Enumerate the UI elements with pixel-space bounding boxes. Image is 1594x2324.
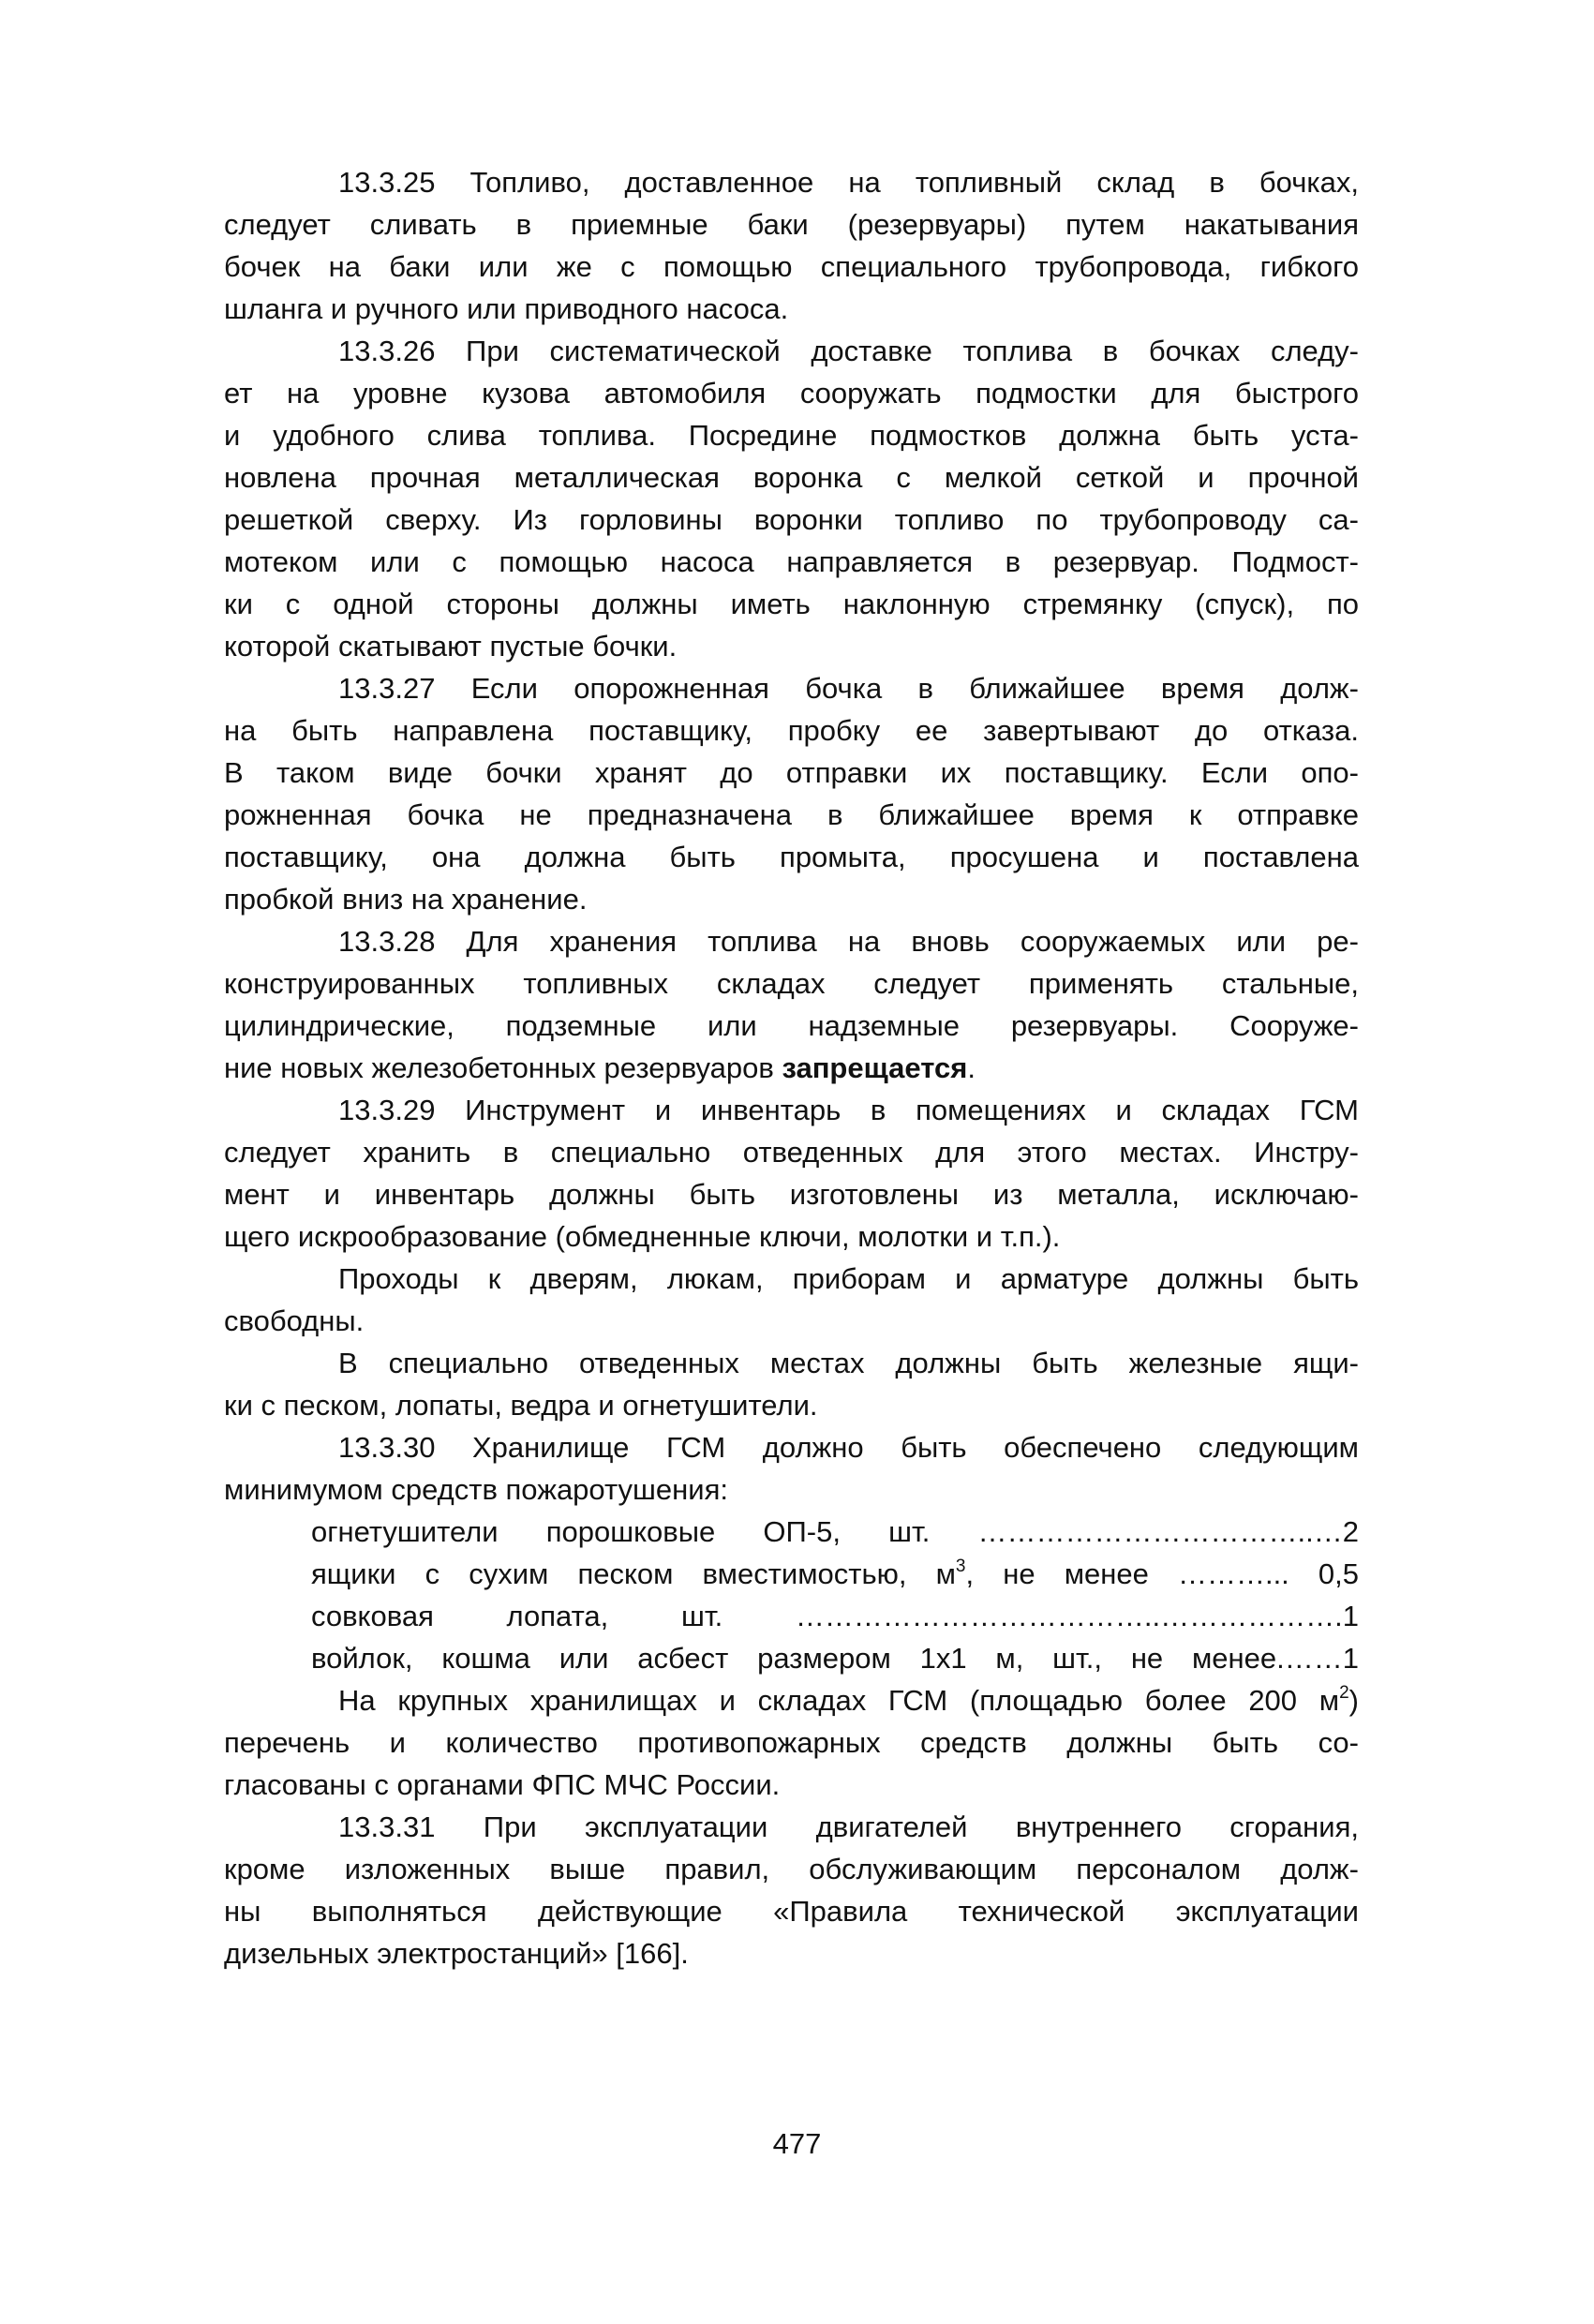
text-line: рожненная бочка не предназначена в ближайшее время к отправке bbox=[224, 798, 1359, 831]
text-line: мент и инвентарь должны быть изготовлены из металла, исключаю- bbox=[224, 1178, 1359, 1211]
text-line: 13.3.31 При эксплуатации двигателей внутреннего сгорания, bbox=[338, 1810, 1359, 1843]
text-line: дизельных электростанций» [166]. bbox=[224, 1937, 689, 1970]
text-line: 13.3.29 Инструмент и инвентарь в помещениях и складах ГСМ bbox=[338, 1094, 1359, 1126]
page-number: 477 bbox=[772, 2127, 822, 2160]
text-line: щего искрообразование (обмедненные ключи, молотки и т.п.). bbox=[224, 1220, 1061, 1253]
text-line: и удобного слива топлива. Посредине подмостков должна быть уста- bbox=[224, 419, 1359, 452]
text-line: Проходы к дверям, люкам, приборам и арматуре должны быть bbox=[338, 1262, 1359, 1295]
text-line: шланга и ручного или приводного насоса. bbox=[224, 292, 789, 325]
text-span: ящики с сухим песком вместимостью, м bbox=[311, 1557, 956, 1590]
text-line: следует хранить в специально отведенных для этого местах. Инстру- bbox=[224, 1136, 1359, 1169]
text-line: пробкой вниз на хранение. bbox=[224, 883, 588, 916]
list-item: войлок, кошма или асбест размером 1х1 м, шт., не менее.……1 bbox=[311, 1642, 1359, 1675]
text-line: свободны. bbox=[224, 1304, 365, 1337]
text-line: бочек на баки или же с помощью специального трубопровода, гибкого bbox=[224, 250, 1359, 283]
text-line: В таком виде бочки хранят до отправки их поставщику. Если опо- bbox=[224, 756, 1359, 789]
list-item: огнетушители порошковые ОП-5, шт. ……………………………..…2 bbox=[311, 1515, 1359, 1548]
text-span: , не менее ………... 0,5 bbox=[965, 1557, 1359, 1590]
text-line: новлена прочная металлическая воронка с мелкой сеткой и прочной bbox=[224, 461, 1359, 494]
text-line: конструированных топливных складах следует применять стальные, bbox=[224, 967, 1359, 1000]
text-line: 13.3.26 При систематической доставке топлива в бочках следу- bbox=[338, 335, 1359, 367]
text-line: 13.3.28 Для хранения топлива на вновь сооружаемых или ре- bbox=[338, 925, 1359, 958]
text-line: ки с песком, лопаты, ведра и огнетушители. bbox=[224, 1389, 818, 1422]
text-line: В специально отведенных местах должны быть железные ящи- bbox=[338, 1347, 1359, 1379]
text-line: 13.3.30 Хранилище ГСМ должно быть обеспечено следующим bbox=[338, 1431, 1359, 1464]
text-line: на быть направлена поставщику, пробку ее завертывают до отказа. bbox=[224, 714, 1359, 747]
bold-emphasis: запрещается bbox=[782, 1051, 968, 1084]
text-span: ние новых железобетонных резервуаров bbox=[224, 1051, 782, 1084]
text-line: 13.3.27 Если опорожненная бочка в ближайшее время долж- bbox=[338, 672, 1359, 705]
text-line: ки с одной стороны должны иметь наклонную стремянку (спуск), по bbox=[224, 588, 1359, 620]
text-line: кроме изложенных выше правил, обслуживающим персоналом долж- bbox=[224, 1853, 1359, 1885]
text-line: мотеком или с помощью насоса направляется в резервуар. Подмост- bbox=[224, 545, 1359, 578]
superscript: 3 bbox=[955, 1557, 966, 1576]
text-line: перечень и количество противопожарных средств должны быть со- bbox=[224, 1726, 1359, 1759]
text-span: . bbox=[967, 1051, 976, 1084]
superscript: 2 bbox=[1339, 1683, 1349, 1703]
text-line: цилиндрические, подземные или надземные резервуары. Сооруже- bbox=[224, 1009, 1359, 1042]
text-line: гласованы с органами ФПС МЧС России. bbox=[224, 1768, 781, 1801]
text-span: На крупных хранилищах и складах ГСМ (площадью более 200 м bbox=[338, 1684, 1340, 1717]
text-line bbox=[224, 1679, 1359, 1721]
text-line bbox=[224, 1047, 1359, 1089]
text-line: поставщику, она должна быть промыта, просушена и поставлена bbox=[224, 841, 1359, 873]
text-line: которой скатывают пустые бочки. bbox=[224, 630, 678, 663]
text-line: ет на уровне кузова автомобиля сооружать подмостки для быстрого bbox=[224, 377, 1359, 410]
list-item bbox=[224, 1553, 1359, 1595]
text-line: решеткой сверху. Из горловины воронки топливо по трубопроводу са- bbox=[224, 503, 1359, 536]
text-line: минимумом средств пожаротушения: bbox=[224, 1473, 728, 1506]
text-line: следует сливать в приемные баки (резервуары) путем накатывания bbox=[224, 208, 1359, 241]
document-body bbox=[224, 161, 1359, 1974]
text-line: ны выполняться действующие «Правила технической эксплуатации bbox=[224, 1895, 1359, 1928]
text-line: 13.3.25 Топливо, доставленное на топливный склад в бочках, bbox=[338, 166, 1359, 199]
list-item: совковая лопата, шт. ………………………………..……………….1 bbox=[311, 1600, 1359, 1632]
text-span: ) bbox=[1348, 1684, 1359, 1717]
